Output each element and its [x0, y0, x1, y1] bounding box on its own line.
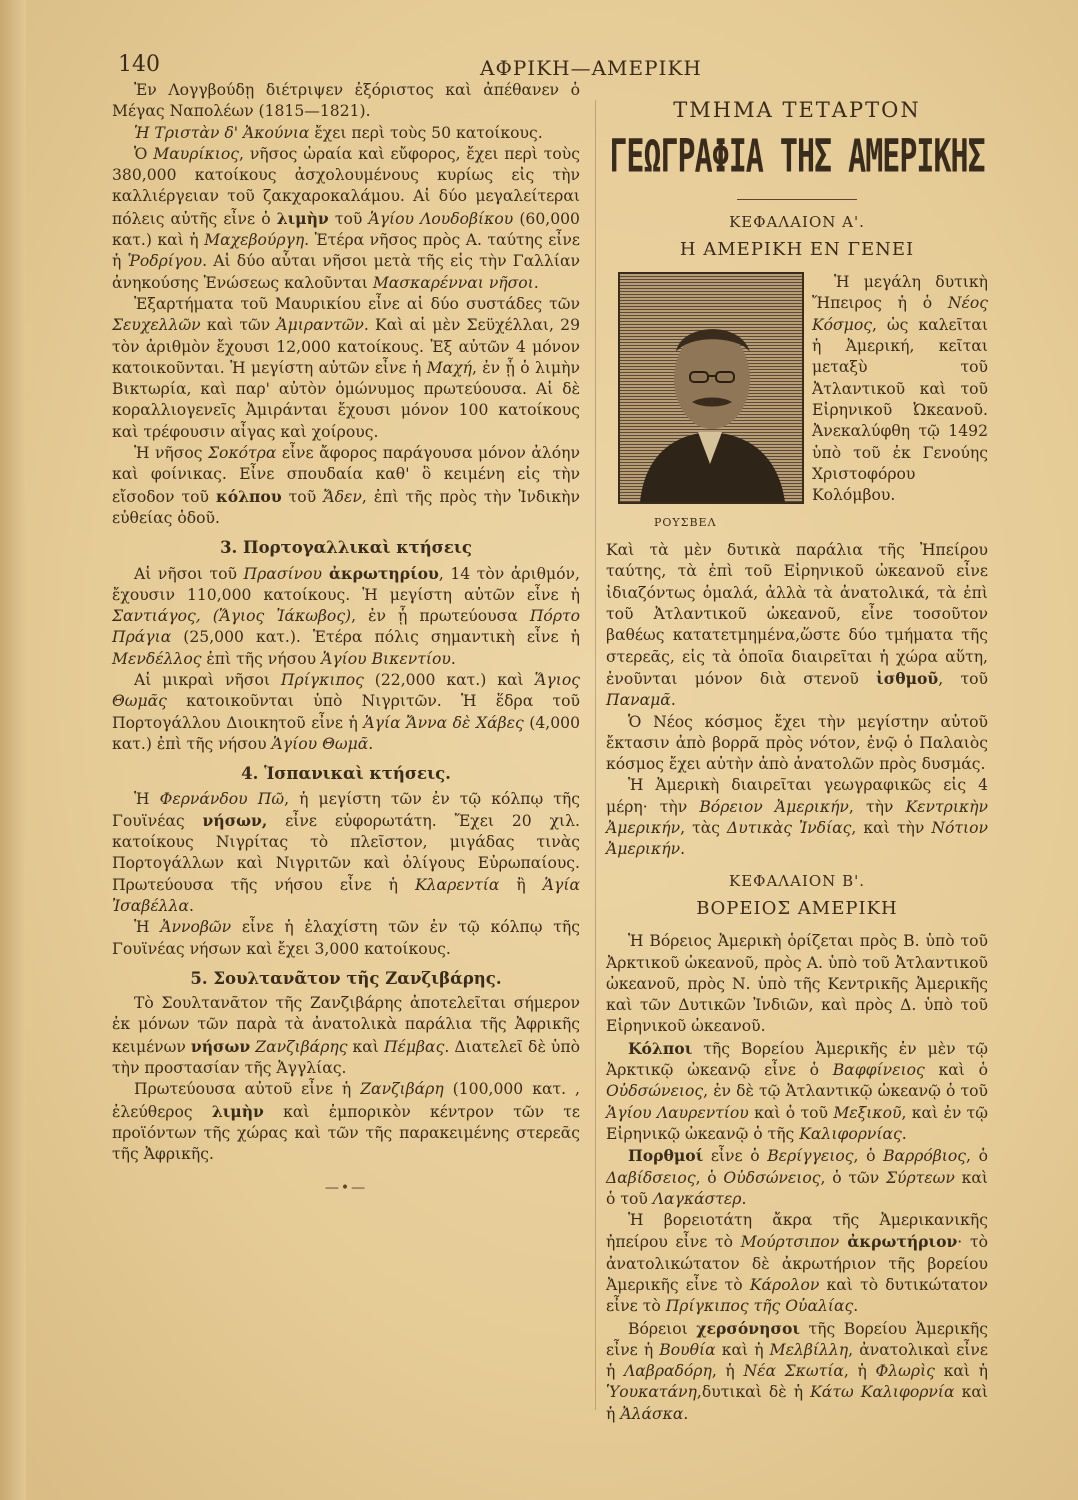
paragraph: Ἡ μεγάλη δυτικὴ Ἤπειρος ἡ ὁ Νέος Κόσμος, ὡς καλεῖται ἡ Ἀμερική, κεῖται μεταξὺ τοῦ Ἀτλαντικοῦ καὶ τοῦ Εἰρηνικοῦ Ὠκεανοῦ. Ἀνεκαλύφθη τῷ 1492 ὑπὸ τοῦ ἐκ Γενούης Χριστοφόρου Κολόμβου.: [812, 273, 988, 505]
section-heading: 3. Πορτογαλλικαὶ κτήσεις: [220, 538, 472, 558]
part-heading: ΤΜΗΜΑ ΤΕΤΑΡΤΟΝ: [673, 98, 921, 122]
paragraph: Ἡ Ἀμερικὴ διαιρεῖται γεωγραφικῶς εἰς 4 μέρη· τὴν Βόρειον Ἀμερικήν, τὴν Κεντρικὴν Ἀμερικήν, τὰς Δυτικὰς Ἰνδίας, καὶ τὴν Νότιον Ἀμερικήν.: [606, 776, 988, 859]
paragraph: Ὁ Νέος κόσμος ἔχει τὴν μεγίστην αὐτοῦ ἔκτασιν ἀπὸ βορρᾶ πρὸς νότον, ἐνῷ ὁ Παλαιὸς κόσμος ἔχει αὐτὴν ἀπὸ ἀνατολῶν πρὸς δυσμάς.: [606, 712, 988, 774]
paragraph: Καὶ τὰ μὲν δυτικὰ παράλια τῆς Ἠπείρου ταύτης, τὰ ἐπὶ τοῦ Εἰρηνικοῦ ὠκεανοῦ εἶνε ἰδιαζόντως ὁμαλά, ἀλλὰ τὰ ἀνατολικά, τὰ ἐπὶ τοῦ Ἀτλαντικοῦ ὠκεανοῦ, εἶνε τοσοῦτον βαθέως κατατετμημένα,ὥστε δύο τμήματα τῆς στερεᾶς, εἰς τὰ ὁποῖα διαιρεῖται ἡ χώρα αὕτη, ἑνοῦνται μόνον διὰ στενοῦ ἰσθμοῦ, τοῦ Παναμᾶ.: [606, 541, 989, 710]
paragraph: Ἡ νῆσος Σοκότρα εἶνε ἄφορος παράγουσα μόνον ἀλόην καὶ φοίνικας. Εἶνε σπουδαία καθ' ὃ κειμένη εἰς τὴν εἴσοδον τοῦ κόλπου τοῦ Ἄδεν, ἐπὶ τῆς πρὸς τὴν Ἰνδικὴν εὐθείας ὁδοῦ.: [112, 444, 580, 527]
section-heading: 5. Σουλτανᾶτον τῆς Ζανζιβάρης.: [190, 968, 502, 988]
paragraph: Ἡ Τριστὰν δ' Ἀκούνια ἔχει περὶ τοὺς 50 κατοίκους.: [134, 123, 543, 142]
paragraph: Ἐξαρτήματα τοῦ Μαυρικίου εἶνε αἱ δύο συστάδες τῶν Σευχελλῶν καὶ τῶν Ἀμιραντῶν. Καὶ αἱ μὲν Σεϋχέλλαι, 29 τὸν ἀριθμὸν ἔχουσι 12,000 κατοίκους. Ἐξ αὐτῶν 4 μόνον κατοικοῦνται. Ἡ μεγίστη αὐτῶν εἶνε ἡ Μαχή, ἐν ᾗ ὁ λιμὴν Βικτωρία, καὶ παρ' αὐτὸν ὁμώνυμος πρωτεύουσα. Αἱ δὲ κοραλλιογενεῖς Ἀμιράνται ἔχουσι μόνον 100 κατοίκους καὶ τρέφουσιν αἶγας καὶ χοίρους.: [112, 294, 580, 441]
figure-with-text: [606, 272, 988, 540]
paragraph: Ἡ Ἀννοβῶν εἶνε ἡ ἐλαχίστη τῶν ἐν τῷ κόλπῳ τῆς Γουϊνέας νήσων καὶ ἔχει 3,000 κατοίκους.: [112, 918, 580, 958]
end-ornament: —•—: [324, 1179, 368, 1196]
chapter-title: Η ΑΜΕΡΙΚΗ ΕΝ ΓΕΝΕΙ: [679, 238, 915, 260]
title-rule: [737, 199, 857, 200]
paragraph: Τὸ Σουλτανᾶτον τῆς Ζανζιβάρης ἀποτελεῖται σήμερον ἐκ μόνων τῶν παρὰ τὰ ἀνατολικὰ παράλια τῆς Ἀφρικῆς κειμένων νήσων Ζανζιβάρης καὶ Πέμβας. Διατελεῖ δὲ ὑπὸ τὴν προστασίαν τῆς Ἀγγλίας.: [112, 994, 580, 1078]
running-title: ΑΦΡΙΚΗ—ΑΜΕΡΙΚΗ: [480, 56, 702, 80]
portrait-drawing: [620, 274, 802, 502]
paragraph: Βόρειοι χερσόνησοι τῆς Βορείου Ἀμερικῆς εἶνε ἡ Βουθία καὶ ἡ Μελβίλλη, ἀνατολικαὶ εἶνε ἡ Λαβραδόρη, ἡ Νέα Σκωτία, ἡ Φλωρὶς καὶ ἡ Ὑουκατάνη,δυτικαὶ δὲ ἡ Κάτω Καλιφορνία καὶ ἡ Ἀλάσκα.: [606, 1318, 988, 1423]
paragraph: Ἡ Βόρειος Ἀμερικὴ ὁρίζεται πρὸς Β. ὑπὸ τοῦ Ἀρκτικοῦ ὠκεανοῦ, πρὸς Α. ὑπὸ τοῦ Ἀτλαντικοῦ ὠκεανοῦ, πρὸς Ν. ὑπὸ τῆς Κεντρικῆς Ἀμερικῆς καὶ τῶν Δυτικῶν Ἰνδιῶν, καὶ πρὸς Δ. ὑπὸ τοῦ Εἰρηνικοῦ ὠκεανοῦ.: [606, 932, 988, 1036]
paragraph: Ἡ βορειοτάτη ἄκρα τῆς Ἀμερικανικῆς ἠπείρου εἶνε τὸ Μούρτσιπον ἀκρωτήριον· τὸ ἀνατολικώτατον δὲ ἀκρωτήριον τῆς βορείου Ἀμερικῆς εἶνε τὸ Κάρολον καὶ τὸ δυτικώτατον εἶνε τὸ Πρίγκιπος τῆς Οὐαλίας.: [606, 1211, 988, 1316]
paragraph: Κόλποι τῆς Βορείου Ἀμερικῆς ἐν μὲν τῷ Ἀρκτικῷ ὠκεανῷ εἶνε ὁ Βαφφίνειος καὶ ὁ Οὐδσώνειος, ἐν δὲ τῷ Ἀτλαντικῷ ὠκεανῷ ὁ τοῦ Ἁγίου Λαυρεντίου καὶ ὁ τοῦ Μεξικοῦ, καὶ ἐν τῷ Εἰρηνικῷ ὠκεανῷ ὁ τῆς Καλιφορνίας.: [606, 1038, 988, 1143]
page-edge: [0, 0, 26, 1500]
column-divider: [595, 100, 596, 1410]
main-title: ΓΕΩΓΡΑΦΙΑ ΤΗΣ ΑΜΕΡΙΚΗΣ: [609, 131, 985, 184]
right-column: [606, 100, 988, 1425]
portrait-image: [618, 272, 804, 504]
page-number: 140: [118, 52, 160, 77]
chapter-heading: ΚΕΦΑΛΑΙΟΝ Β'.: [729, 871, 865, 890]
chapter-title: ΒΟΡΕΙΟΣ ΑΜΕΡΙΚΗ: [696, 897, 898, 919]
paragraph: Ἐν Λογγβούδῃ διέτριψεν ἐξόριστος καὶ ἀπέθανεν ὁ Μέγας Ναπολέων (1815—1821).: [112, 81, 580, 121]
paragraph: Αἱ νῆσοι τοῦ Πρασίνου ἀκρωτηρίου, 14 τὸν ἀριθμόν, ἔχουσιν 110,000 κατοίκους. Ἡ μεγίστη αὐτῶν εἶνε ἡ Σαντιάγος, (Ἅγιος Ἰάκωβος), ἐν ᾗ πρωτεύουσα Πόρτο Πράγια (25,000 κατ.). Ἑτέρα πόλις σημαντικὴ εἶνε ἡ Μενδέλλος ἐπὶ τῆς νήσου Ἁγίου Βικεντίου.: [112, 563, 580, 668]
paragraph: Ὁ Μαυρίκιος, νῆσος ὡραία καὶ εὔφορος, ἔχει περὶ τοὺς 380,000 κατοίκους ἀσχολουμένους κυρίως εἰς τὴν καλλιέργειαν τοῦ ζακχαροκαλάμου. Αἱ δύο μεγαλείτεραι πόλεις αὐτῆς εἶνε ὁ λιμὴν τοῦ Ἁγίου Λουδοβίκου (60,000 κατ.) καὶ ἡ Μαχεβούργη. Ἑτέρα νῆσος πρὸς Α. ταύτης εἶνε ἡ Ῥοδρίγου. Αἱ δύο αὗται νῆσοι μετὰ τῆς εἰς τὴν Γαλλίαν ἀνηκούσης Ἑνώσεως καλοῦνται Μασκαρένναι νῆσοι.: [112, 144, 580, 292]
wrapped-text: [812, 272, 988, 506]
portrait-caption: ΡΟΥΣΒΕΛ: [654, 516, 717, 530]
paragraph: Ἡ Φερνάνδου Πῶ, ἡ μεγίστη τῶν ἐν τῷ κόλπῳ τῆς Γουϊνέας νήσων, εἶνε εὐφορωτάτη. Ἔχει 20 χιλ. κατοίκους Νιγρίτας τὸ πλεῖστον, μιγάδας τινὰς Πορτογάλλων καὶ Νιγριτῶν καὶ ὀλίγους Εὐρωπαίους. Πρωτεύουσα τῆς νήσου εἶνε ἡ Κλαρεντία ἢ Ἁγία Ἰσαβέλλα.: [112, 789, 580, 915]
paragraph: Αἱ μικραὶ νῆσοι Πρίγκιπος (22,000 κατ.) καὶ Ἅγιος Θωμᾶς κατοικοῦνται ὑπὸ Νιγριτῶν. Ἡ ἕδρα τοῦ Πορτογάλλου Διοικητοῦ εἶνε ἡ Ἁγία Ἄννα δὲ Χάβες (4,000 κατ.) ἐπὶ τῆς νήσου Ἁγίου Θωμᾶ.: [112, 671, 580, 753]
paragraph: Πορθμοί εἶνε ὁ Βερίγγειος, ὁ Βαρρόβιος, ὁ Δαβίδσειος, ὁ Οὐδσώνειος, ὁ τῶν Σύρτεων καὶ ὁ τοῦ Λαγκάστερ.: [606, 1146, 988, 1208]
chapter-heading: ΚΕΦΑΛΑΙΟΝ Α'.: [729, 212, 865, 231]
section-heading: 4. Ἱσπανικαὶ κτήσεις.: [241, 764, 451, 784]
paragraph: Πρωτεύουσα αὐτοῦ εἶνε ἡ Ζανζιβάρη (100,000 κατ. , ἐλεύθερος λιμὴν καὶ ἐμπορικὸν κέντρον τῶν τε προϊόντων τῆς χώρας καὶ τῶν τῆς παρακειμένης στερεᾶς τῆς Ἀφρικῆς.: [112, 1080, 580, 1164]
left-column: [112, 80, 580, 1199]
